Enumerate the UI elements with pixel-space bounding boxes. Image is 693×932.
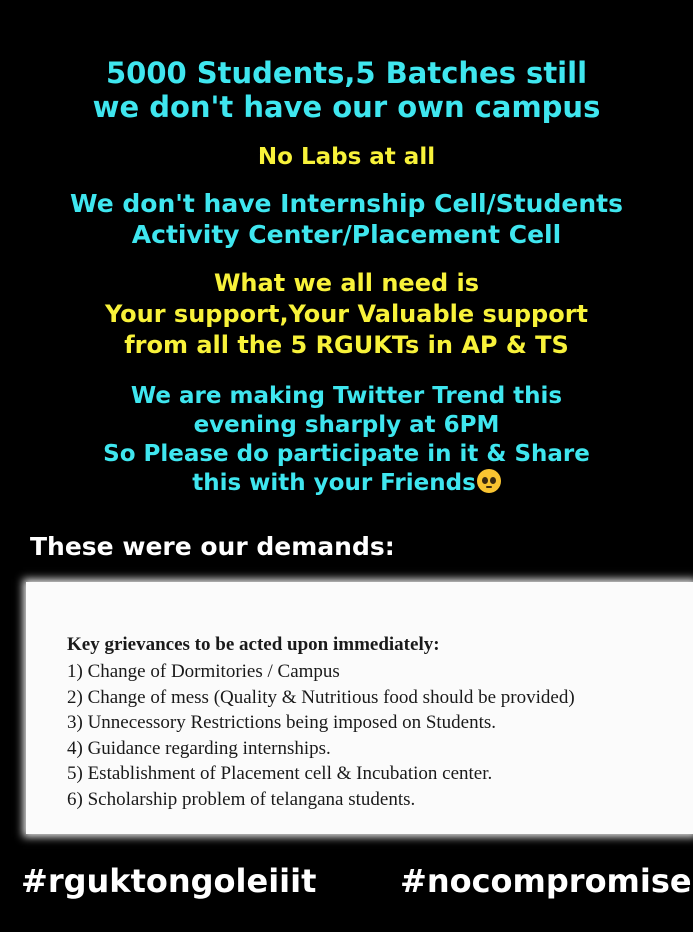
headline-line: we don't have our own campus	[92, 90, 601, 124]
twitter-trend-line: evening sharply at 6PM	[193, 412, 500, 438]
grievance-item: 3) Unnecessory Restrictions being imposed on Students.	[67, 712, 497, 733]
support-appeal-line: Your support,Your Valuable support	[104, 300, 589, 328]
grievance-item: 2) Change of mess (Quality & Nutritious food should be provided)	[67, 686, 575, 708]
missing-cells-line: Activity Center/Placement Cell	[131, 220, 562, 249]
headline	[0, 56, 693, 124]
no-labs-text	[0, 142, 693, 172]
twitter-trend-text	[0, 382, 693, 498]
support-appeal-line: from all the 5 RGUKTs in AP & TS	[124, 331, 569, 359]
twitter-trend-line: So Please do participate in it & Share	[103, 441, 590, 467]
twitter-trend-line-text: this with your Friends	[192, 470, 476, 496]
support-appeal-text	[0, 268, 693, 361]
demands-title: These were our demands:	[30, 532, 395, 561]
support-appeal-line: What we all need is	[213, 269, 480, 297]
grievance-item: 5) Establishment of Placement cell & Incubation center.	[67, 763, 493, 784]
hashtag-rguktongoleiiit: #rguktongoleiiit	[21, 862, 317, 900]
headline-line: 5000 Students,5 Batches still	[105, 56, 588, 90]
hashtag-nocompromise: #nocompromise	[400, 862, 692, 900]
grievances-document	[26, 582, 693, 834]
twitter-trend-line	[0, 469, 693, 498]
grievances-heading: Key grievances to be acted upon immediately:	[67, 634, 440, 655]
pleading-face-emoji-icon	[477, 469, 501, 493]
grievance-list	[67, 659, 575, 812]
grievance-item: 1) Change of Dormitories / Campus	[67, 661, 340, 682]
twitter-trend-line: We are making Twitter Trend this	[130, 383, 563, 409]
missing-cells-line: We don't have Internship Cell/Students	[70, 189, 623, 218]
no-labs-line: No Labs at all	[257, 144, 436, 170]
missing-cells-text	[0, 188, 693, 250]
grievance-item: 4) Guidance regarding internships.	[67, 737, 331, 759]
grievance-item: 6) Scholarship problem of telangana students.	[67, 788, 416, 810]
